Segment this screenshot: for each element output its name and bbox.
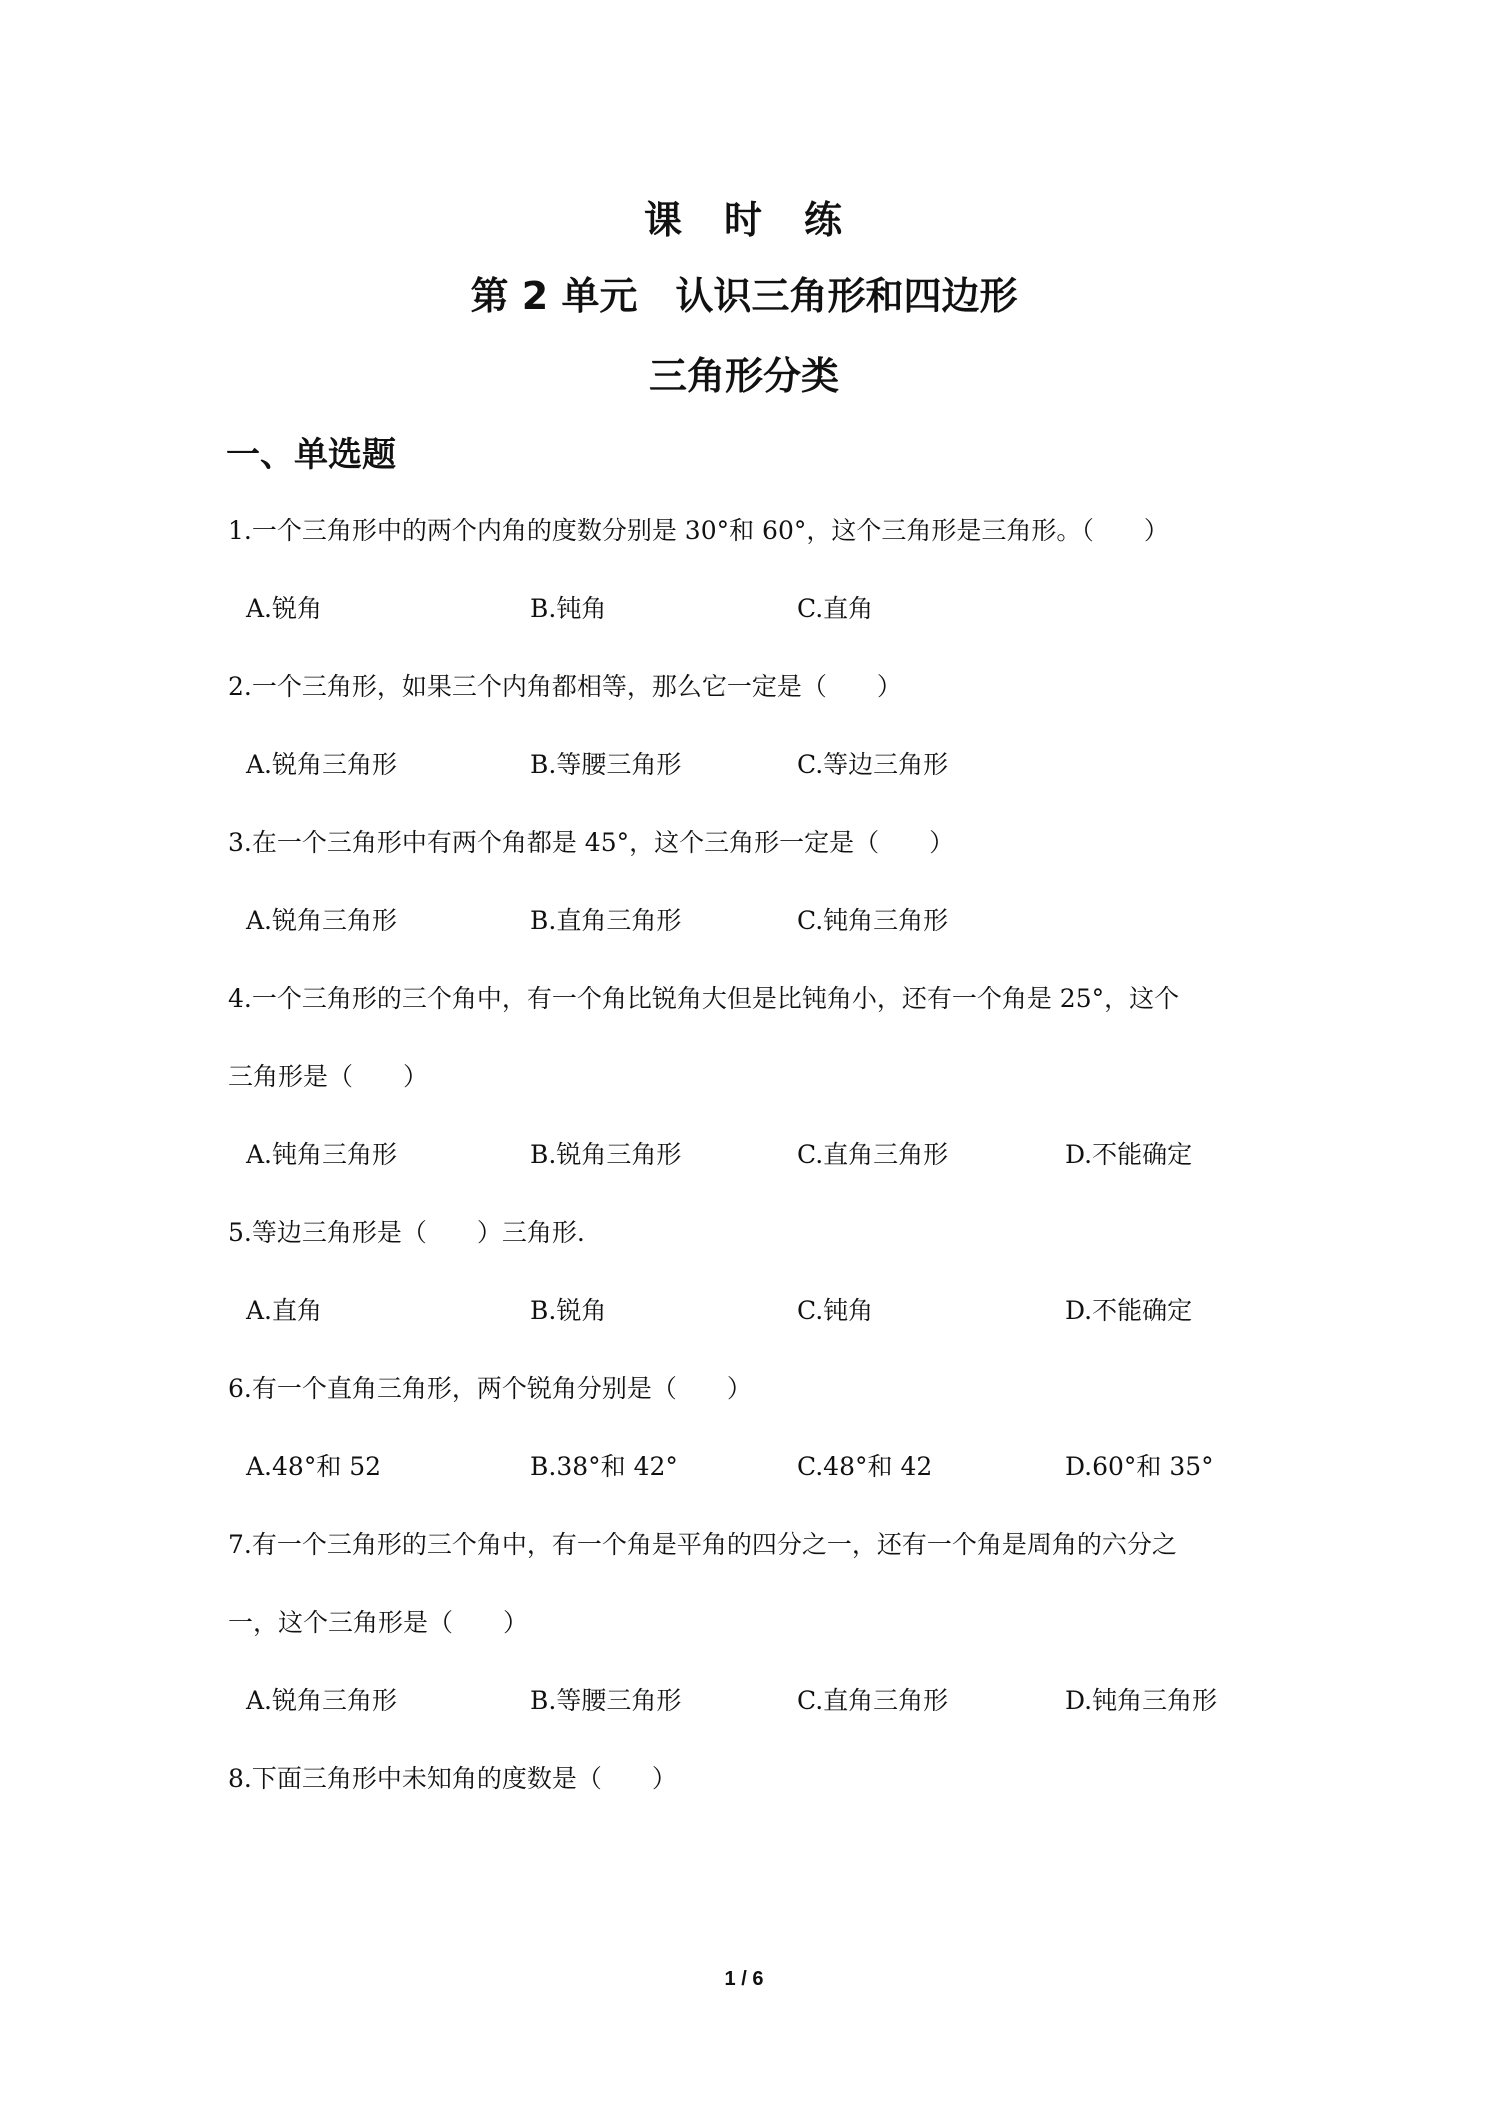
option-b: B.锐角 <box>530 1296 607 1325</box>
option-a: A.锐角三角形 <box>246 1686 398 1715</box>
question-text: 6.有一个直角三角形，两个锐角分别是（ ） <box>228 1374 752 1403</box>
option-b: B.38°和 42° <box>530 1452 678 1481</box>
question-text: 3.在一个三角形中有两个角都是 45°，这个三角形一定是（ ） <box>228 828 955 857</box>
question-text-continued: 三角形是（ ） <box>228 1062 429 1091</box>
option-b: B.锐角三角形 <box>530 1140 682 1169</box>
question-text: 8.下面三角形中未知角的度数是（ ） <box>228 1764 677 1793</box>
question-text: 4.一个三角形的三个角中，有一个角比锐角大但是比钝角小，还有一个角是 25°，这个 <box>228 984 1180 1013</box>
option-a: A.锐角 <box>246 594 323 623</box>
question-text-continued: 一，这个三角形是（ ） <box>228 1608 529 1637</box>
page-title: 课 时 练 <box>643 198 844 242</box>
option-c: C.钝角 <box>797 1296 874 1325</box>
question-text: 2.一个三角形，如果三个内角都相等，那么它一定是（ ） <box>228 672 902 701</box>
question-text: 7.有一个三角形的三个角中，有一个角是平角的四分之一，还有一个角是周角的六分之 <box>228 1530 1177 1559</box>
option-c: C.48°和 42 <box>797 1452 933 1481</box>
option-d: D.钝角三角形 <box>1065 1686 1218 1715</box>
unit-title: 第 2 单元 认识三角形和四边形 <box>470 274 1018 318</box>
option-c: C.直角三角形 <box>797 1140 949 1169</box>
option-c: C.直角 <box>797 594 874 623</box>
option-b: B.直角三角形 <box>530 906 682 935</box>
question-text: 5.等边三角形是（ ）三角形. <box>228 1218 585 1247</box>
option-c: C.直角三角形 <box>797 1686 949 1715</box>
option-a: A.48°和 52 <box>246 1452 382 1481</box>
option-c: C.等边三角形 <box>797 750 949 779</box>
lesson-title: 三角形分类 <box>648 354 839 398</box>
option-b: B.等腰三角形 <box>530 1686 682 1715</box>
option-b: B.等腰三角形 <box>530 750 682 779</box>
option-b: B.钝角 <box>530 594 607 623</box>
question-text: 1.一个三角形中的两个内角的度数分别是 30°和 60°，这个三角形是三角形。（ ） <box>228 516 1169 545</box>
option-d: D.不能确定 <box>1065 1296 1193 1325</box>
option-a: A.钝角三角形 <box>246 1140 398 1169</box>
option-c: C.钝角三角形 <box>797 906 949 935</box>
page-number: 1 / 6 <box>724 1968 764 1990</box>
section-heading: 一、单选题 <box>226 435 396 475</box>
option-d: D.60°和 35° <box>1065 1452 1214 1481</box>
option-a: A.锐角三角形 <box>246 906 398 935</box>
option-d: D.不能确定 <box>1065 1140 1193 1169</box>
option-a: A.直角 <box>246 1296 323 1325</box>
option-a: A.锐角三角形 <box>246 750 398 779</box>
